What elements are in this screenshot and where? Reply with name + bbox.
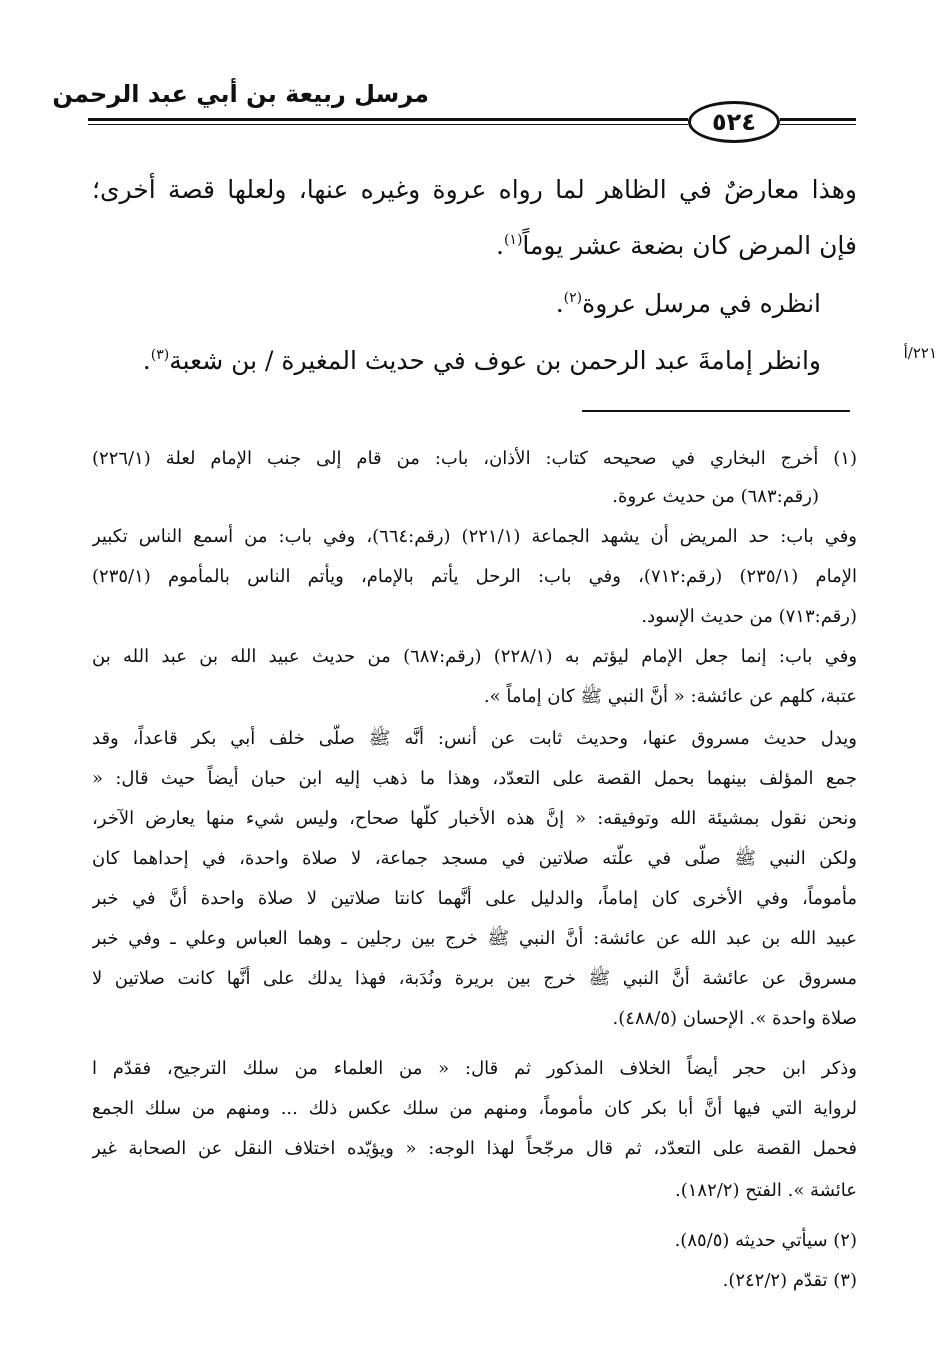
footnote-line: وفي باب: إنما جعل الإمام ليؤتم به (٢٢٨/١) (رقم:٦٨٧) من حديث عبيد الله بن عبد الله بن bbox=[92, 646, 857, 667]
footnote-line: (١) أخرج البخاري في صحيحه كتاب: الأذان، باب: من قام إلى جنب الإمام لعلة (٢٢٦/١) bbox=[92, 448, 857, 469]
footnote-line: ونحن نقول بمشيئة الله وتوفيقه: « إنَّ هذه الأخبار كلّها صحاح، وليس شيء منها يعارض الآخر، bbox=[92, 808, 857, 829]
footnote-marker: (٢) bbox=[563, 290, 583, 306]
footnote-line: صلاة واحدة ». الإحسان (٤٨٨/٥). bbox=[612, 1008, 857, 1029]
footnote-line: عائشة ». الفتح (١٨٢/٢). bbox=[674, 1180, 857, 1201]
footnote-line: فحمل القصة على التعدّد، ثم قال مرجّحاً لهذا الوجه: « ويؤيّده اختلاف النقل عن الصحابة غير bbox=[92, 1138, 857, 1159]
footnote-divider bbox=[582, 410, 850, 412]
main-text-line: وهذا معارضٌ في الظاهر لما رواه عروة وغيره عنها، ولعلها قصة أخرى؛ bbox=[92, 175, 857, 204]
page-number: ٥٢٤ bbox=[712, 108, 756, 136]
footnote-line: (رقم:٧١٣) من حديث الإسود. bbox=[641, 606, 857, 627]
footnote-line: عبيد الله بن عبد الله عن عائشة: أنَّ النبي ﷺ خرج بين رجلين ـ وهما العباس وعلي ـ وفي خبر bbox=[92, 928, 857, 949]
main-text-line bbox=[556, 284, 821, 328]
footnote-line: ويدل حديث مسروق عنها، وحديث ثابت عن أنس: أنَّه ﷺ صلّى خلف أبي بكر قاعداً، وقد bbox=[92, 728, 857, 749]
footnote-line: وفي باب: حد المريض أن يشهد الجماعة (٢٢١/١) (رقم:٦٦٤)، وفي باب: من أسمع الناس تكبير bbox=[92, 526, 857, 547]
header-rule bbox=[88, 118, 688, 121]
main-text: انظره في مرسل عروة bbox=[582, 289, 821, 318]
footnote-marker: (١) bbox=[503, 232, 523, 248]
footnote-line: (٣) تقدّم (٢٤٢/٢). bbox=[722, 1270, 857, 1291]
footnote-line: عتبة، كلهم عن عائشة: « أنَّ النبي ﷺ كان إماماً ». bbox=[483, 686, 857, 707]
header-rule-right bbox=[780, 118, 856, 121]
main-text: وانظر إمامةَ عبد الرحمن بن عوف في حديث المغيرة / بن شعبة bbox=[169, 346, 821, 375]
footnote-line: ولكن النبي ﷺ صلّى في علّته صلاتين في مسجد جماعة، لا صلاة واحدة، في إحداهما كان bbox=[92, 848, 857, 869]
footnote-line: (رقم:٦٨٣) من حديث عروة. bbox=[612, 486, 819, 507]
end-dot: . bbox=[142, 346, 151, 375]
main-text: فإن المرض كان بضعة عشر يوماً bbox=[522, 231, 857, 260]
manuscript-folio-note: ٢٢١/أ bbox=[903, 344, 937, 362]
end-dot: . bbox=[496, 231, 504, 260]
running-header-title: مرسل ربيعة بن أبي عبد الرحمن bbox=[52, 80, 429, 108]
main-text-line bbox=[143, 341, 821, 385]
footnote-line: وذكر ابن حجر أيضاً الخلاف المذكور ثم قال: « من العلماء من سلك الترجيح، فقدّم ا bbox=[92, 1058, 857, 1079]
footnote-line: (٢) سيأتي حديثه (٨٥/٥). bbox=[674, 1230, 857, 1251]
footnote-marker: (٣) bbox=[150, 347, 170, 363]
footnote-line: لرواية التي فيها أنَّ أبا بكر كان مأموماً، ومنهم من سلك عكس ذلك ... ومنهم من سلك الجمع bbox=[92, 1098, 857, 1119]
footnote-line: مأموماً، وفي الأخرى كان إماماً، والدليل على أنَّهما كانتا صلاتين لا صلاة واحدة أنَّ في خبر bbox=[92, 888, 857, 909]
footnote-line: الإمام (٢٣٥/١) (رقم:٧١٢)، وفي باب: الرحل يأتم بالإمام، ويأتم الناس بالمأموم (٢٣٥/١) bbox=[92, 566, 857, 587]
page-number-badge bbox=[688, 101, 780, 143]
footnote-line: مسروق عن عائشة أنَّ النبي ﷺ خرج بين بريرة ونُدَبة، فهذا يدلك على أنَّها كانت صلاتين لا bbox=[92, 968, 857, 989]
main-text-line bbox=[496, 226, 857, 270]
end-dot: . bbox=[555, 289, 564, 318]
header-rule-right-thin bbox=[780, 124, 856, 125]
footnote-line: جمع المؤلف بينهما بحمل القصة على التعدّد، وهذا ما ذهب إليه ابن حبان أيضاً حيث قال: « bbox=[92, 768, 857, 789]
header-rule-thin bbox=[88, 124, 688, 125]
